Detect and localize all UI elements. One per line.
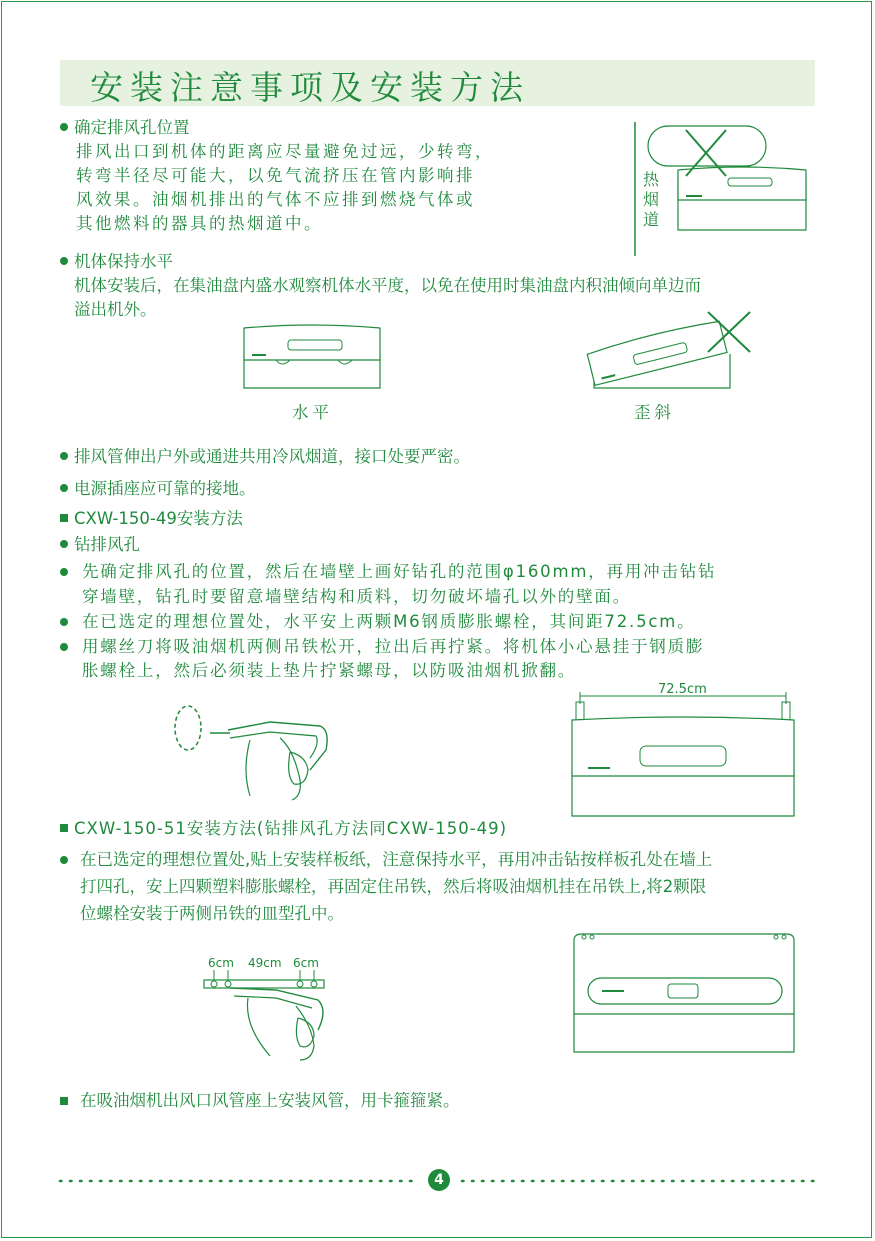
dim-6cm-right: 6cm	[293, 956, 319, 970]
last-instruction: 在吸油烟机出风口风管座上安装风管，用卡箍箍紧。	[80, 1091, 460, 1110]
sec1-heading: 确定排风孔位置	[60, 117, 190, 139]
page-title: 安装注意事项及安装方法	[90, 68, 530, 107]
level-label: 水平	[292, 403, 333, 422]
page-number: 4	[428, 1169, 450, 1191]
sec49-p2: 在已选定的理想位置处，水平安上两颗M6钢质膨胀螺栓，其间距72.5cm。	[82, 612, 696, 631]
bullet-icon	[60, 643, 68, 651]
sec2-heading: 机体保持水平	[60, 251, 173, 273]
sec49-p1: 先确定排风孔的位置，然后在墙壁上画好钻孔的范围φ160mm，再用冲击钻钻	[82, 562, 717, 581]
bullet-exhaust-pipe: 排风管伸出户外或通进共用冷风烟道，接口处要严密。	[60, 446, 470, 468]
hood-51-figure	[570, 930, 800, 1056]
sec51-p1: 在已选定的理想位置处,贴上安装样板纸，注意保持水平，再用冲击钻按样板孔处在墙上	[80, 850, 713, 869]
hood-mount-figure	[568, 690, 798, 820]
sec51-p1: 位螺栓安装于两侧吊铁的皿型孔中。	[80, 904, 344, 923]
sec1-line: 转弯半径尽可能大，以免气流挤压在管内影响排	[76, 166, 475, 185]
sec2-line: 机体安装后，在集油盘内盛水观察机体水平度，以免在使用时集油盘内积油倾向单边而	[74, 276, 701, 295]
level-hood-figure	[242, 322, 382, 392]
bullet-icon	[60, 856, 68, 864]
sec1-line: 风效果。油烟机排出的气体不应排到燃烧气体或	[76, 190, 475, 209]
sec51-p1: 打四孔，安上四颗塑料膨胀螺栓，再固定住吊铁，然后将吸油烟机挂在吊铁上,将2颗限	[80, 877, 707, 896]
sec51-heading: CXW-150-51安装方法(钻排风孔方法同CXW-150-49)	[60, 818, 507, 840]
square-bullet-icon	[60, 1097, 68, 1105]
hot-flue-label-1: 热	[643, 170, 660, 189]
sec49-p3: 胀螺栓上，然后必须装上垫片拧紧螺母，以防吸油烟机掀翻。	[82, 661, 577, 680]
drill-figure-2	[200, 966, 340, 1066]
tilt-label: 歪斜	[634, 403, 675, 422]
sec1-line: 排风出口到机体的距离应尽量避免过远，少转弯，	[76, 142, 494, 161]
hot-flue-label-2: 烟	[643, 190, 660, 209]
dim-72-5: 72.5cm	[658, 682, 707, 697]
bullet-icon	[60, 618, 68, 626]
sec49-sub: 钻排风孔	[60, 534, 140, 556]
sec2-line: 溢出机外。	[74, 300, 157, 319]
sec1-line: 其他燃料的器具的热烟道中。	[76, 214, 323, 233]
dim-6cm-left: 6cm	[208, 956, 234, 970]
hot-flue-label-3: 道	[643, 210, 660, 229]
bullet-icon	[60, 568, 68, 576]
sec49-heading: CXW-150-49安装方法	[60, 508, 243, 530]
sec49-p1: 穿墙壁，钻孔时要留意墙壁结构和质料，切勿破坏墙孔以外的壁面。	[82, 587, 631, 606]
bullet-grounding: 电源插座应可靠的接地。	[60, 478, 256, 500]
sec49-p3: 用螺丝刀将吸油烟机两侧吊铁松开，拉出后再拧紧。将机体小心悬挂于钢质膨	[82, 637, 705, 656]
tilted-hood-figure	[582, 308, 762, 398]
drill-figure-1	[170, 700, 340, 810]
dim-49cm: 49cm	[248, 956, 282, 970]
